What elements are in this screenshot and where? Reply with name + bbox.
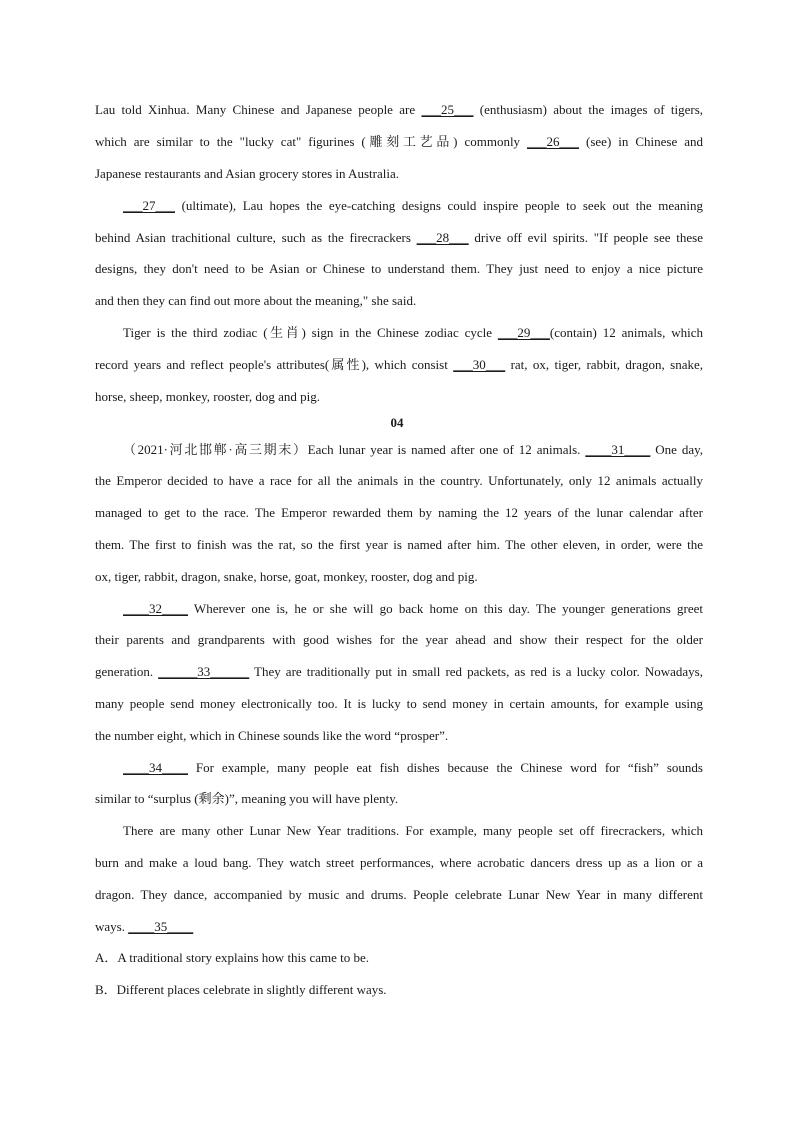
text-line: behind Asian trachitional culture, such as the firecrackers ___28___ drive off evil spirits. "If people see these xyxy=(95,230,703,245)
text-line: them. The first to finish was the rat, so the first year is named after him. The other eleven, in order, were the xyxy=(95,537,703,552)
text-line: generation. ______33______ They are traditionally put in small red packets, as red is a lucky color. Nowadays, xyxy=(95,664,703,679)
text-line: ____32____ Wherever one is, he or she will go back home on this day. The younger generations greet xyxy=(123,601,703,616)
text-line: ____34____ For example, many people eat fish dishes because the Chinese word for “fish” sounds xyxy=(123,760,703,775)
blank-33[interactable]: ______33______ xyxy=(158,664,250,679)
text-line: horse, sheep, monkey, rooster, dog and pig. xyxy=(95,389,321,404)
blank-34[interactable]: ____34____ xyxy=(123,760,188,775)
blank-30[interactable]: ___30___ xyxy=(453,357,506,372)
text-line: record years and reflect people's attributes(属性), which consist ___30___ rat, ox, tiger, rabbit, dragon, snake, xyxy=(95,357,703,372)
option-a[interactable]: A．A traditional story explains how this came to be. xyxy=(95,950,370,965)
text-line: ways. ____35____ xyxy=(95,919,194,934)
blank-25[interactable]: ___25___ xyxy=(421,102,474,117)
blank-28[interactable]: ___28___ xyxy=(416,230,469,245)
text-line: Japanese restaurants and Asian grocery stores in Australia. xyxy=(95,166,399,181)
text-line: （2021·河北邯郸·高三期末）Each lunar year is named after one of 12 animals. ____31____ One day, xyxy=(123,442,703,457)
text-line: dragon. They dance, accompanied by music and drums. People celebrate Lunar New Year in many different xyxy=(95,887,703,902)
blank-35[interactable]: ____35____ xyxy=(128,919,194,934)
option-b[interactable]: B．Different places celebrate in slightly different ways. xyxy=(95,982,387,997)
text-line: the number eight, which in Chinese sounds like the word “prosper”. xyxy=(95,728,449,743)
text-line: ox, tiger, rabbit, dragon, snake, horse, goat, monkey, rooster, dog and pig. xyxy=(95,569,478,584)
text-line: their parents and grandparents with good wishes for the year ahead and show their respect for the older xyxy=(95,632,703,647)
text-line: similar to “surplus (剩余)”, meaning you will have plenty. xyxy=(95,791,399,806)
blank-29[interactable]: ___29___ xyxy=(497,325,550,340)
text-line: and then they can find out more about the meaning," she said. xyxy=(95,293,417,308)
text-line: Tiger is the third zodiac (生肖) sign in the Chinese zodiac cycle ___29___(contain) 12 animals, which xyxy=(123,325,703,340)
text-line: which are similar to the "lucky cat" figurines (雕刻工艺品) commonly ___26___ (see) in Chinese and xyxy=(95,134,703,149)
blank-32[interactable]: ____32____ xyxy=(123,601,188,616)
text-line: Lau told Xinhua. Many Chinese and Japanese people are ___25___ (enthusiasm) about the images of tigers, xyxy=(95,102,704,117)
text-line: There are many other Lunar New Year traditions. For example, many people set off firecrackers, which xyxy=(123,823,703,838)
text-line: many people send money electronically too. It is lucky to send money in certain amounts, for example using xyxy=(95,696,703,711)
text-line: burn and make a loud bang. They watch street performances, where acrobatic dancers dress up as a lion or a xyxy=(95,855,703,870)
blank-31[interactable]: ____31____ xyxy=(585,442,651,457)
text-line: the Emperor decided to have a race for all the animals in the country. Unfortunately, only 12 animals actually xyxy=(95,473,703,488)
text-line: managed to get to the race. The Emperor rewarded them by naming the 12 years of the lunar calendar after xyxy=(95,505,703,520)
text-line: designs, they don't need to be Asian or Chinese to understand them. They just need to enjoy a nice picture xyxy=(95,261,703,276)
blank-26[interactable]: ___26___ xyxy=(527,134,580,149)
text-line: ___27___ (ultimate), Lau hopes the eye-catching designs could inspire people to seek out the meaning xyxy=(123,198,703,213)
section-heading: 04 xyxy=(390,415,404,430)
blank-27[interactable]: ___27___ xyxy=(123,198,175,213)
